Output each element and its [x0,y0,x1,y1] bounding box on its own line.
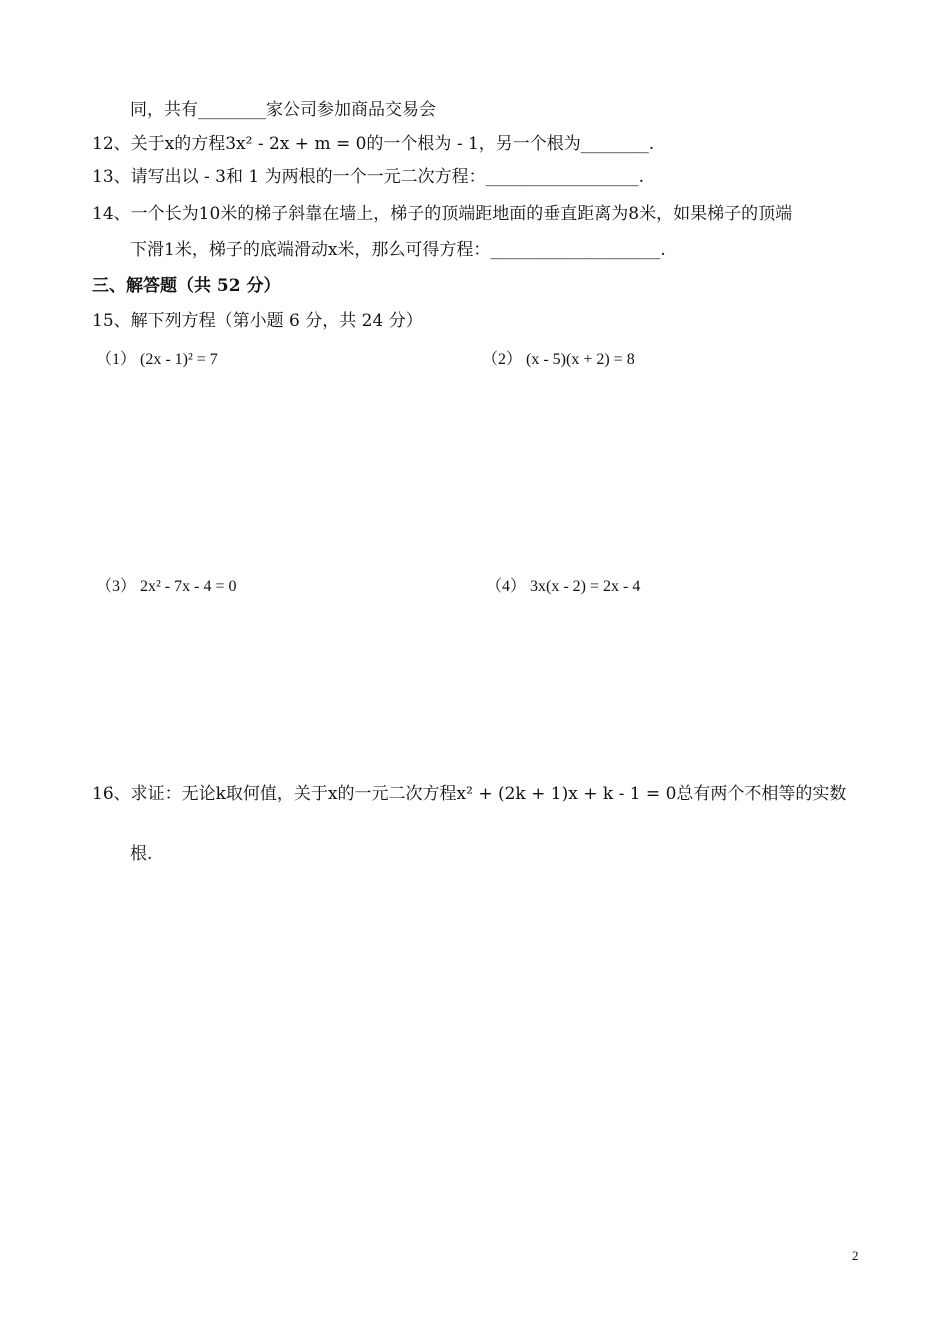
question-12: 12、关于x的方程3x² - 2x + m = 0的一个根为 - 1，另一个根为________. [92,134,655,154]
question-15-part-4: （4） 3x(x - 2) = 2x - 4 [486,578,641,595]
question-15-part-2: （2） (x - 5)(x + 2) = 8 [482,351,635,368]
question-15: 15、解下列方程（第小题 6 分，共 24 分） [92,311,423,331]
question-16-line-1: 16、求证：无论k取何值，关于x的一元二次方程x² + (2k + 1)x + k - 1 = 0总有两个不相等的实数 [92,784,847,804]
question-15-part-3: （3） 2x² - 7x - 4 = 0 [96,578,237,595]
question-14-line-1: 14、一个长为10米的梯子斜靠在墙上，梯子的顶端距地面的垂直距离为8米，如果梯子的顶端 [92,204,793,224]
page-number: 2 [852,1248,859,1263]
question-14-line-2: 下滑1米，梯子的底端滑动x米，那么可得方程：____________________. [130,240,666,260]
question-16-line-2: 根. [130,844,153,864]
section-3-heading: 三、解答题（共 52 分） [92,276,281,296]
question-15-part-1: （1） (2x - 1)² = 7 [96,351,218,368]
question-13: 13、请写出以 - 3和 1 为两根的一个一元二次方程：__________________. [92,167,645,187]
q11-continuation: 同，共有________家公司参加商品交易会 [130,100,436,120]
